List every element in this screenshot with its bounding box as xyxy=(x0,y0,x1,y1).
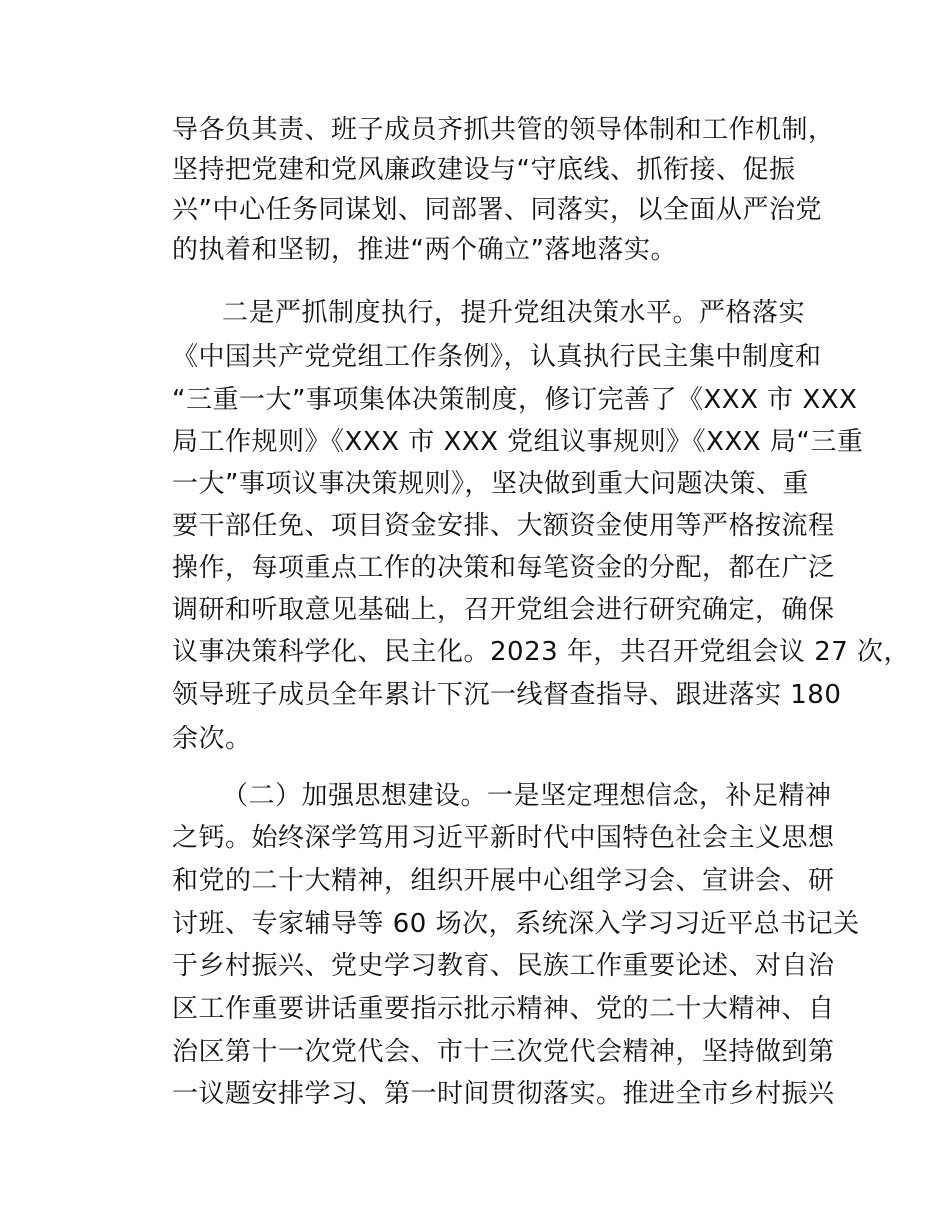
text-line: 的执着和坚韧，推进“两个确立”落地落实。 xyxy=(172,235,677,265)
text-line: 区工作重要讲话重要指示批示精神、党的二十大精神、自 xyxy=(172,994,835,1024)
text-line: “三重一大”事项集体决策制度，修订完善了《XXX 市 XXX xyxy=(172,385,858,415)
text-line: 要干部任免、项目资金安排、大额资金使用等严格按流程 xyxy=(172,511,835,541)
text-line: 余次。 xyxy=(172,724,252,754)
text-line: 一议题安排学习、第一时间贯彻落实。推进全市乡村振兴 xyxy=(172,1079,835,1109)
text-line: （二）加强思想建设。一是坚定理想信念，补足精神 xyxy=(222,781,832,811)
text-line: 坚持把党建和党风廉政建设与“守底线、抓衔接、促振 xyxy=(172,155,796,185)
text-line: 治区第十一次党代会、市十三次党代会精神，坚持做到第 xyxy=(172,1037,835,1067)
text-line: 领导班子成员全年累计下沉一线督查指导、跟进落实 180 xyxy=(172,680,842,710)
text-line: 导各负其责、班子成员齐抓共管的领导体制和工作机制， xyxy=(172,115,835,145)
text-line: 操作，每项重点工作的决策和每笔资金的分配，都在广泛 xyxy=(172,553,835,583)
text-line: 之钙。始终深学笃用习近平新时代中国特色社会主义思想 xyxy=(172,823,835,853)
text-line: 调研和听取意见基础上，召开党组会进行研究确定，确保 xyxy=(172,595,835,625)
text-line: 一大”事项议事决策规则》，坚决做到重大问题决策、重 xyxy=(172,469,809,499)
text-line: 议事决策科学化、民主化。2023 年，共召开党组会议 27 次， xyxy=(172,637,911,667)
text-line: 讨班、专家辅导等 60 场次，系统深入学习习近平总书记关 xyxy=(172,909,860,939)
text-line: 局工作规则》《XXX 市 XXX 党组议事规则》《XXX 局“三重 xyxy=(172,427,864,457)
text-line: 兴”中心任务同谋划、同部署、同落实，以全面从严治党 xyxy=(172,195,822,225)
text-line: 于乡村振兴、党史学习教育、民族工作重要论述、对自治 xyxy=(172,951,835,981)
text-line: 《中国共产党党组工作条例》，认真执行民主集中制度和 xyxy=(172,342,822,372)
text-line: 二是严抓制度执行，提升党组决策水平。严格落实 xyxy=(222,298,806,328)
text-line: 和党的二十大精神，组织开展中心组学习会、宣讲会、研 xyxy=(172,866,835,896)
